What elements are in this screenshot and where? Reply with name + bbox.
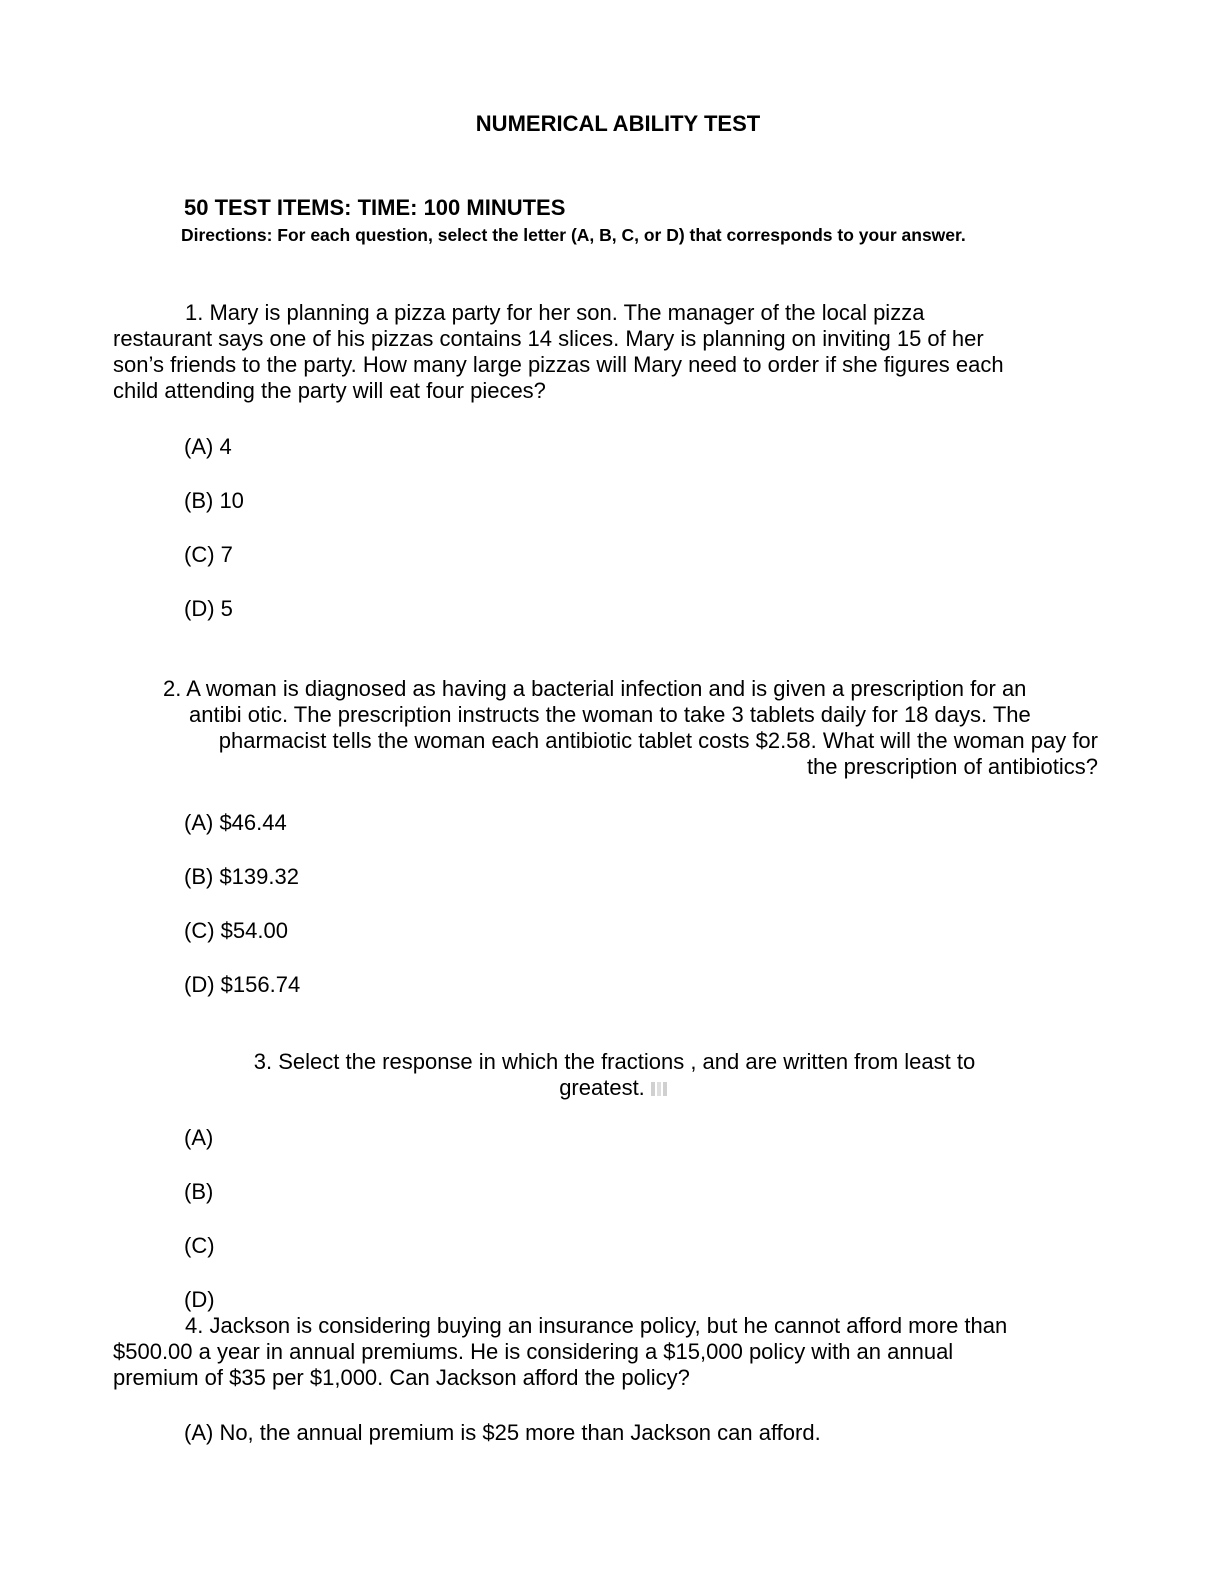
question-1-line: son’s friends to the party. How many large pizzas will Mary need to order if she figures each	[113, 352, 1004, 377]
question-2-line: 2. A woman is diagnosed as having a bacterial infection and is given a prescription for an	[163, 676, 1027, 701]
missing-fraction-image-icon	[651, 1082, 669, 1096]
question-2-line: antibi otic. The prescription instructs the woman to take 3 tablets daily for 18 days. The	[189, 702, 1031, 727]
question-4-text	[113, 1313, 1113, 1391]
directions-text: Directions: For each question, select the letter (A, B, C, or D) that corresponds to your answer.	[181, 225, 966, 245]
question-4-line: 4. Jackson is considering buying an insurance policy, but he cannot afford more than	[185, 1313, 1008, 1338]
page-title: NUMERICAL ABILITY TEST	[475, 111, 761, 136]
question-1-line: child attending the party will eat four pieces?	[113, 378, 546, 403]
question-3-option-a: (A)	[184, 1125, 214, 1150]
question-1-option-a: (A) 4	[184, 434, 232, 459]
question-2-option-a: (A) $46.44	[184, 810, 287, 835]
question-2-option-c: (C) $54.00	[184, 918, 288, 943]
test-info-heading: 50 TEST ITEMS: TIME: 100 MINUTES	[184, 195, 566, 220]
question-1-option-c: (C) 7	[184, 542, 233, 567]
question-3-option-c: (C)	[184, 1233, 215, 1258]
question-4-line: $500.00 a year in annual premiums. He is considering a $15,000 policy with an annual	[113, 1339, 954, 1364]
question-1-line: 1. Mary is planning a pizza party for her son. The manager of the local pizza	[185, 300, 925, 325]
question-1-line: restaurant says one of his pizzas contains 14 slices. Mary is planning on inviting 15 of her	[113, 326, 984, 351]
question-2-text	[130, 676, 1098, 780]
question-3-line: 3. Select the response in which the fractions , and are written from least to	[253, 1049, 976, 1074]
question-2-option-b: (B) $139.32	[184, 864, 299, 889]
question-3-line-wrapper	[0, 1075, 1224, 1101]
question-3-line: greatest.	[559, 1075, 645, 1100]
question-4-option-a: (A) No, the annual premium is $25 more than Jackson can afford.	[184, 1420, 821, 1445]
question-2-line: pharmacist tells the woman each antibiotic tablet costs $2.58. What will the woman pay for	[218, 728, 1098, 753]
question-2-option-d: (D) $156.74	[184, 972, 301, 997]
question-1-option-d: (D) 5	[184, 596, 233, 621]
question-1-text	[113, 300, 1113, 404]
question-4-line: premium of $35 per $1,000. Can Jackson afford the policy?	[113, 1365, 690, 1390]
question-3-text	[0, 1049, 1224, 1101]
question-3-option-d: (D)	[184, 1287, 215, 1312]
question-1-option-b: (B) 10	[184, 488, 244, 513]
question-3-option-b: (B)	[184, 1179, 214, 1204]
question-2-line: the prescription of antibiotics?	[806, 754, 1098, 779]
